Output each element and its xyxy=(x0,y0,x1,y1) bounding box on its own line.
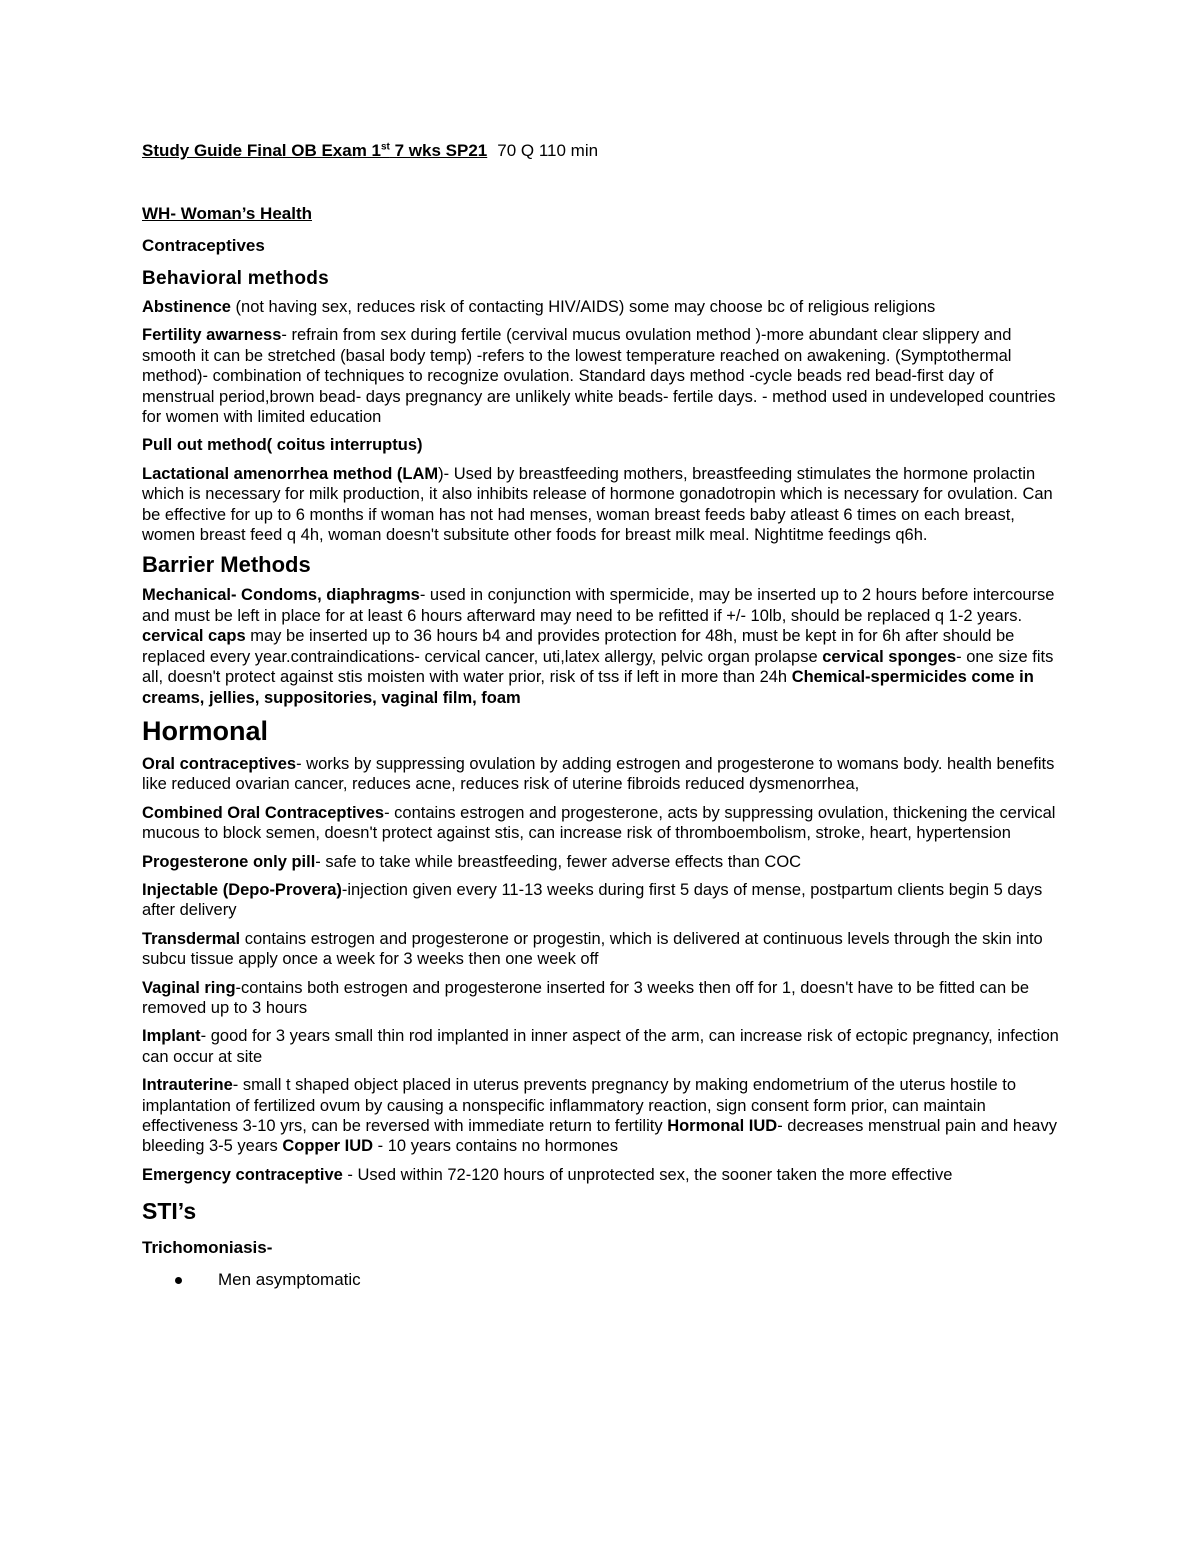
term-pull-out: Pull out method( coitus interruptus) xyxy=(142,436,423,455)
text-copper-iud: - 10 years contains no hormones xyxy=(373,1137,618,1156)
text-intrauterine: - small t shaped object placed in uterus prevents pregnancy by making endometrium of the uterus hostile to implantation of fertilized ovum by causing a nonspecific inflammatory reaction, sign consent form prior, can maintain effectiveness 3-10 yrs, can be reversed with immediate return to fertility xyxy=(142,1076,1017,1135)
text-mechanical: - used in conjunction with spermicide, may be inserted up to 2 hours before intercourse and must be left in place for at least 6 hours afterward may need to be refitted if +/- 10lb, should be replaced q 1-2 years. xyxy=(142,586,1055,625)
term-emergency: Emergency contraceptive xyxy=(142,1165,343,1184)
para-pull-out xyxy=(142,435,1067,455)
text-abstinence: (not having sex, reduces risk of contacting HIV/AIDS) some may choose bc of religious religions xyxy=(230,298,936,316)
term-hormonal-iud: Hormonal IUD xyxy=(667,1117,778,1135)
text-fertility: - refrain from sex during fertile (cervival mucus ovulation method )-more abundant clear slippery and smooth it can be stretched (basal body temp) -refers to the lowest temperature reached on awakening. (Symptothermal method)- combination of techniques to recognize ovulation. Standard days method -cycle beads red bead-first day of menstrual period,brown bead- days pregnancy are unlikely white beads- fertile days. - method used in undeveloped countries for women with limited education xyxy=(142,326,1056,427)
para-oral xyxy=(142,754,1067,795)
bullet-text: Men asymptomatic xyxy=(218,1270,361,1290)
text-hormonal-iud: - decreases menstrual pain and heavy bleeding 3-5 years xyxy=(142,1117,1057,1156)
document-title xyxy=(142,140,1067,162)
text-injectable: -injection given every 11-13 weeks during first 5 days of mense, postpartum clients begin 5 days after delivery xyxy=(142,880,1043,920)
title-part1: Study Guide Final OB Exam 1 xyxy=(142,141,381,160)
term-copper-iud: Copper IUD xyxy=(282,1137,374,1156)
text-pop: - safe to take while breastfeeding, fewer adverse effects than COC xyxy=(315,852,802,871)
term-oral: Oral contraceptives xyxy=(142,754,297,773)
document-body xyxy=(142,140,1067,1291)
term-cervical-sponges: cervical sponges xyxy=(822,647,957,666)
text-implant: - good for 3 years small thin rod implanted in inner aspect of the arm, can increase risk of ectopic pregnancy, infection can occur at site xyxy=(142,1027,1059,1066)
para-fertility-awareness xyxy=(142,325,1067,427)
para-coc xyxy=(142,803,1067,844)
heading-stis: STI’s xyxy=(142,1198,197,1225)
text-coc: - contains estrogen and progesterone, acts by suppressing ovulation, thickening the cervical mucous to block semen, doesn't protect against stis, can increase risk of thromboembolism, stroke, heart, hypertension xyxy=(142,803,1056,843)
term-chemical: Chemical-spermicides come in creams, jellies, suppositories, vaginal film, foam xyxy=(142,668,1034,707)
term-transdermal: Transdermal xyxy=(142,929,241,948)
term-abstinence: Abstinence xyxy=(142,298,231,316)
section-womans-health: WH- Woman’s Health xyxy=(142,204,313,223)
para-transdermal xyxy=(142,929,1067,970)
para-injectable xyxy=(142,880,1067,921)
text-cervical-sponges: - one size fits all, doesn't protect against stis moisten with water prior, risk of tss if left in more than 24h xyxy=(142,647,1054,687)
text-lam: )- Used by breastfeeding mothers, breastfeeding stimulates the hormone prolactin which is necessary for milk production, it also inhibits release of hormone gonadotropin which is necessary for ovulation. Can be effective for up to 6 months if woman has not had menses, woman breast feeds baby atleast 6 times on each breast, women breast feed q 4h, woman doesn't subsitute other foods for breast milk meal. Nightitme feedings q6h. xyxy=(142,464,1053,545)
para-vaginal-ring xyxy=(142,978,1067,1019)
para-lam xyxy=(142,464,1067,546)
text-transdermal: contains estrogen and progesterone or progestin, which is delivered at continuous levels through the skin into subcu tissue apply once a week for 3 weeks then one week off xyxy=(142,929,1043,969)
text-oral: - works by suppressing ovulation by adding estrogen and progesterone to womans body. health benefits like reduced ovarian cancer, reduces acne, reduces risk of uterine fibroids reduced dysmenorrhea, xyxy=(142,754,1055,794)
title-underlined xyxy=(142,141,487,160)
list-item xyxy=(142,1269,1067,1291)
para-barrier xyxy=(142,585,1067,707)
term-mechanical: Mechanical- Condoms, diaphragms xyxy=(142,586,420,605)
term-lam: Lactational amenorrhea method (LAM xyxy=(142,464,439,483)
text-emergency: - Used within 72-120 hours of unprotected sex, the sooner taken the more effective xyxy=(342,1165,953,1184)
term-implant: Implant xyxy=(142,1027,201,1046)
term-fertility: Fertility awarness xyxy=(142,326,282,345)
exam-meta: 70 Q 110 min xyxy=(497,141,599,160)
para-emergency xyxy=(142,1165,1067,1185)
heading-trichomoniasis: Trichomoniasis- xyxy=(142,1238,273,1258)
term-cervical-caps: cervical caps xyxy=(142,627,246,646)
sti-bullet-list xyxy=(142,1269,1067,1291)
heading-contraceptives: Contraceptives xyxy=(142,236,265,255)
bullet-icon xyxy=(175,1277,182,1284)
text-vaginal-ring: -contains both estrogen and progesterone inserted for 3 weeks then off for 1, doesn't have to be fitted can be removed up to 3 hours xyxy=(142,978,1030,1017)
para-pop xyxy=(142,852,1067,872)
title-part2: 7 wks SP21 xyxy=(389,141,488,160)
heading-hormonal: Hormonal xyxy=(142,715,269,746)
text-cervical-caps: may be inserted up to 36 hours b4 and provides protection for 48h, must be kept in for 6h after should be replaced every year.contraindications- cervical cancer, uti,latex allergy, pelvic organ prolapse xyxy=(142,627,1015,666)
title-superscript: st xyxy=(381,141,390,153)
term-vaginal-ring: Vaginal ring xyxy=(142,978,236,997)
para-abstinence xyxy=(142,297,1067,317)
para-implant xyxy=(142,1026,1067,1067)
term-injectable: Injectable (Depo-Provera) xyxy=(142,880,342,899)
heading-behavioral-methods: Behavioral methods xyxy=(142,268,330,289)
term-coc: Combined Oral Contraceptives xyxy=(142,803,385,822)
para-intrauterine xyxy=(142,1075,1067,1157)
heading-barrier-methods: Barrier Methods xyxy=(142,552,311,578)
term-pop: Progesterone only pill xyxy=(142,852,316,871)
term-intrauterine: Intrauterine xyxy=(142,1076,233,1095)
